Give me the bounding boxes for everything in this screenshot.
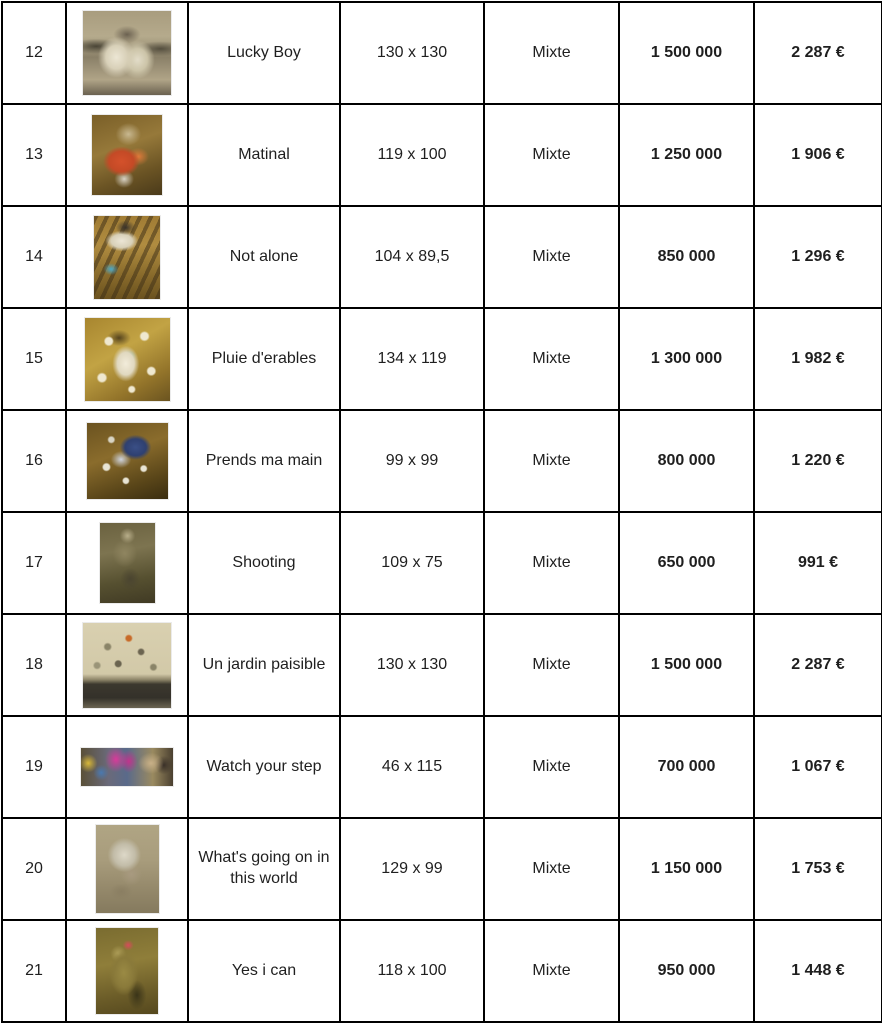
table-row <box>2 920 882 1022</box>
artwork-price-local: 1 500 000 <box>619 2 754 104</box>
table-row <box>2 512 882 614</box>
artwork-title: Not alone <box>188 206 340 308</box>
artwork-image-cell <box>66 716 188 818</box>
artwork-image-cell <box>66 818 188 920</box>
artwork-title: Yes i can <box>188 920 340 1022</box>
table-row <box>2 614 882 716</box>
artwork-title: What's going on in this world <box>188 818 340 920</box>
table-row <box>2 410 882 512</box>
artwork-price-local: 1 300 000 <box>619 308 754 410</box>
artwork-image-cell <box>66 2 188 104</box>
artwork-price-local: 850 000 <box>619 206 754 308</box>
artwork-image-cell <box>66 512 188 614</box>
artwork-technique: Mixte <box>484 818 619 920</box>
artwork-number: 21 <box>2 920 66 1022</box>
artwork-thumbnail <box>81 748 173 786</box>
artwork-number: 15 <box>2 308 66 410</box>
table-row <box>2 716 882 818</box>
artwork-number: 14 <box>2 206 66 308</box>
artwork-technique: Mixte <box>484 716 619 818</box>
artwork-thumbnail <box>87 423 168 499</box>
artwork-dimensions: 99 x 99 <box>340 410 484 512</box>
artwork-image-cell <box>66 104 188 206</box>
artwork-number: 13 <box>2 104 66 206</box>
artwork-technique: Mixte <box>484 104 619 206</box>
artwork-technique: Mixte <box>484 614 619 716</box>
artwork-title: Watch your step <box>188 716 340 818</box>
artwork-price-local: 1 500 000 <box>619 614 754 716</box>
artwork-price-eur: 1 448 € <box>754 920 882 1022</box>
artwork-price-local: 1 150 000 <box>619 818 754 920</box>
artwork-title: Matinal <box>188 104 340 206</box>
artwork-price-eur: 1 296 € <box>754 206 882 308</box>
artwork-number: 16 <box>2 410 66 512</box>
artwork-price-eur: 991 € <box>754 512 882 614</box>
artwork-price-local: 700 000 <box>619 716 754 818</box>
artwork-technique: Mixte <box>484 206 619 308</box>
artwork-price-eur: 2 287 € <box>754 614 882 716</box>
artwork-technique: Mixte <box>484 2 619 104</box>
artwork-number: 20 <box>2 818 66 920</box>
artwork-price-eur: 1 982 € <box>754 308 882 410</box>
artwork-price-eur: 1 753 € <box>754 818 882 920</box>
artwork-technique: Mixte <box>484 308 619 410</box>
artwork-title: Lucky Boy <box>188 2 340 104</box>
artwork-title: Prends ma main <box>188 410 340 512</box>
artwork-title: Pluie d'erables <box>188 308 340 410</box>
artwork-price-eur: 2 287 € <box>754 2 882 104</box>
artwork-thumbnail <box>92 115 162 195</box>
artwork-thumbnail <box>96 928 158 1014</box>
artwork-dimensions: 134 x 119 <box>340 308 484 410</box>
artwork-dimensions: 129 x 99 <box>340 818 484 920</box>
artwork-price-local: 650 000 <box>619 512 754 614</box>
artwork-dimensions: 130 x 130 <box>340 2 484 104</box>
table-row <box>2 206 882 308</box>
artwork-image-cell <box>66 206 188 308</box>
artwork-image-cell <box>66 308 188 410</box>
artwork-number: 17 <box>2 512 66 614</box>
artwork-dimensions: 118 x 100 <box>340 920 484 1022</box>
artwork-title: Shooting <box>188 512 340 614</box>
artwork-price-eur: 1 067 € <box>754 716 882 818</box>
artwork-number: 19 <box>2 716 66 818</box>
artwork-dimensions: 119 x 100 <box>340 104 484 206</box>
table-row <box>2 104 882 206</box>
artwork-technique: Mixte <box>484 512 619 614</box>
artwork-dimensions: 46 x 115 <box>340 716 484 818</box>
artwork-image-cell <box>66 614 188 716</box>
table-row <box>2 308 882 410</box>
artwork-number: 12 <box>2 2 66 104</box>
artworks-table <box>1 1 882 1023</box>
artwork-number: 18 <box>2 614 66 716</box>
artwork-price-local: 1 250 000 <box>619 104 754 206</box>
artwork-image-cell <box>66 920 188 1022</box>
artwork-thumbnail <box>83 623 171 708</box>
artwork-title: Un jardin paisible <box>188 614 340 716</box>
table-row <box>2 818 882 920</box>
artwork-thumbnail <box>85 318 170 401</box>
artwork-technique: Mixte <box>484 920 619 1022</box>
artwork-dimensions: 109 x 75 <box>340 512 484 614</box>
artwork-thumbnail <box>96 825 159 913</box>
artwork-price-local: 800 000 <box>619 410 754 512</box>
artwork-image-cell <box>66 410 188 512</box>
artwork-thumbnail <box>94 216 160 299</box>
artwork-price-local: 950 000 <box>619 920 754 1022</box>
artwork-dimensions: 130 x 130 <box>340 614 484 716</box>
artwork-price-eur: 1 906 € <box>754 104 882 206</box>
artwork-price-eur: 1 220 € <box>754 410 882 512</box>
artwork-technique: Mixte <box>484 410 619 512</box>
artwork-dimensions: 104 x 89,5 <box>340 206 484 308</box>
artwork-thumbnail <box>100 523 155 603</box>
table-row <box>2 2 882 104</box>
artwork-thumbnail <box>83 11 171 95</box>
